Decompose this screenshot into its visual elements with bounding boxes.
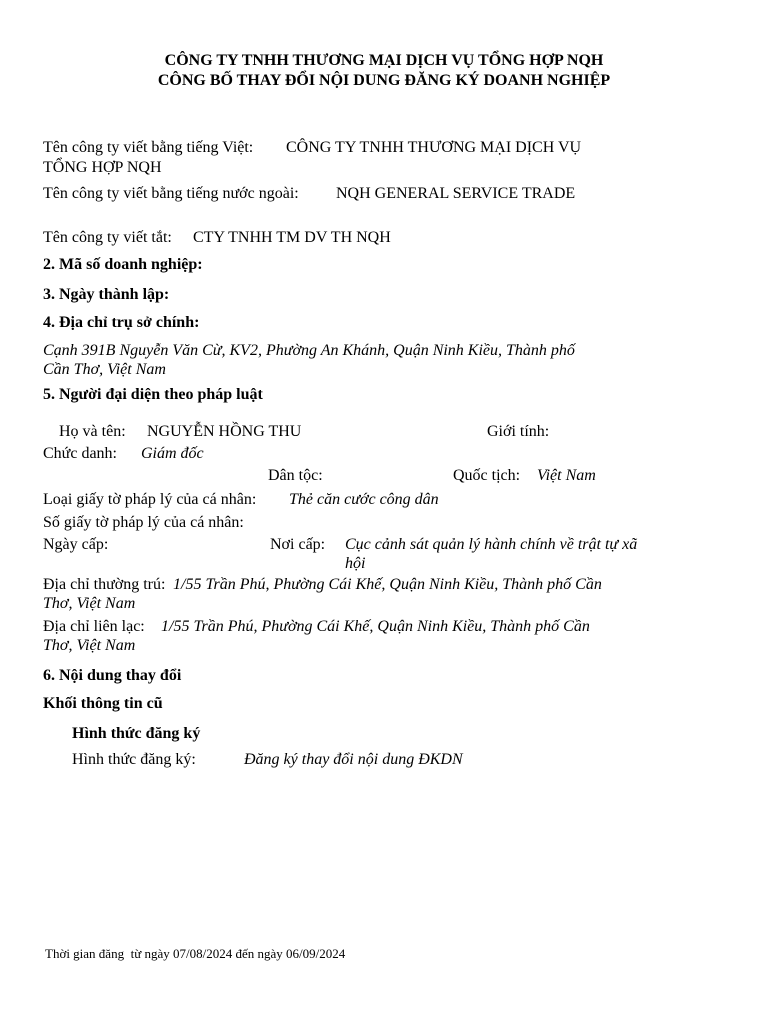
rep-ethnicity-label: Dân tộc:	[268, 467, 323, 484]
rep-issue-date-label: Ngày cấp:	[43, 536, 109, 553]
registration-form-value: Đăng ký thay đổi nội dung ĐKDN	[244, 751, 463, 768]
rep-contact-address-line1: 1/55 Trần Phú, Phường Cái Khế, Quận Ninh Kiều, Thành phố Cần	[161, 618, 590, 635]
rep-id-number-label: Số giấy tờ pháp lý của cá nhân:	[43, 514, 244, 531]
head-office-address-line1: Cạnh 391B Nguyễn Văn Cừ, KV2, Phường An Khánh, Quận Ninh Kiều, Thành phố	[43, 342, 575, 359]
rep-nationality-label: Quốc tịch:	[453, 467, 521, 484]
section-head-office: 4. Địa chỉ trụ sở chính:	[43, 314, 200, 331]
registration-form-heading: Hình thức đăng ký	[72, 725, 201, 742]
company-name-vi-line1: CÔNG TY TNHH THƯƠNG MẠI DỊCH VỤ	[286, 139, 582, 156]
rep-contact-address-label: Địa chỉ liên lạc:	[43, 618, 145, 635]
company-name-short-label: Tên công ty viết tắt:	[43, 229, 172, 246]
company-name-foreign: NQH GENERAL SERVICE TRADE	[336, 185, 576, 202]
company-name-vi-line2: TỔNG HỢP NQH	[43, 159, 162, 176]
old-info-block-heading: Khối thông tin cũ	[43, 695, 163, 712]
rep-issue-place-line2: hội	[345, 555, 366, 572]
rep-permanent-address-line2: Thơ, Việt Nam	[43, 595, 136, 612]
rep-nationality: Việt Nam	[537, 467, 596, 484]
rep-gender-label: Giới tính:	[487, 423, 550, 440]
head-office-address-line2: Cần Thơ, Việt Nam	[43, 361, 166, 378]
company-name-foreign-label: Tên công ty viết bằng tiếng nước ngoài:	[43, 185, 299, 202]
document-title: CÔNG BỐ THAY ĐỔI NỘI DUNG ĐĂNG KÝ DOANH NGHIỆP	[157, 72, 611, 89]
rep-permanent-address-label: Địa chỉ thường trú:	[43, 576, 166, 593]
rep-title: Giám đốc	[141, 445, 204, 462]
rep-issue-place-line1: Cục cảnh sát quản lý hành chính về trật tự xã	[345, 536, 638, 553]
section-business-code: 2. Mã số doanh nghiệp:	[43, 256, 203, 273]
rep-contact-address-line2: Thơ, Việt Nam	[43, 637, 136, 654]
company-title: CÔNG TY TNHH THƯƠNG MẠI DỊCH VỤ TỔNG HỢP NQH	[164, 52, 604, 69]
posting-period: Thời gian đăng từ ngày 07/08/2024 đến ngày 06/09/2024	[45, 946, 346, 961]
rep-name: NGUYỄN HỒNG THU	[147, 423, 302, 440]
section-changes: 6. Nội dung thay đổi	[43, 667, 182, 684]
company-name-vi-label: Tên công ty viết bằng tiếng Việt:	[43, 139, 254, 156]
rep-id-type-label: Loại giấy tờ pháp lý của cá nhân:	[43, 491, 257, 508]
section-legal-representative: 5. Người đại diện theo pháp luật	[43, 386, 263, 403]
rep-id-type: Thẻ căn cước công dân	[289, 491, 439, 508]
rep-name-label: Họ và tên:	[59, 423, 126, 440]
section-founding-date: 3. Ngày thành lập:	[43, 286, 170, 303]
rep-title-label: Chức danh:	[43, 445, 117, 462]
registration-form-label: Hình thức đăng ký:	[72, 751, 196, 768]
company-name-short: CTY TNHH TM DV TH NQH	[193, 229, 391, 246]
rep-permanent-address-line1: 1/55 Trần Phú, Phường Cái Khế, Quận Ninh Kiều, Thành phố Cần	[173, 576, 602, 593]
rep-issue-place-label: Nơi cấp:	[270, 536, 326, 553]
